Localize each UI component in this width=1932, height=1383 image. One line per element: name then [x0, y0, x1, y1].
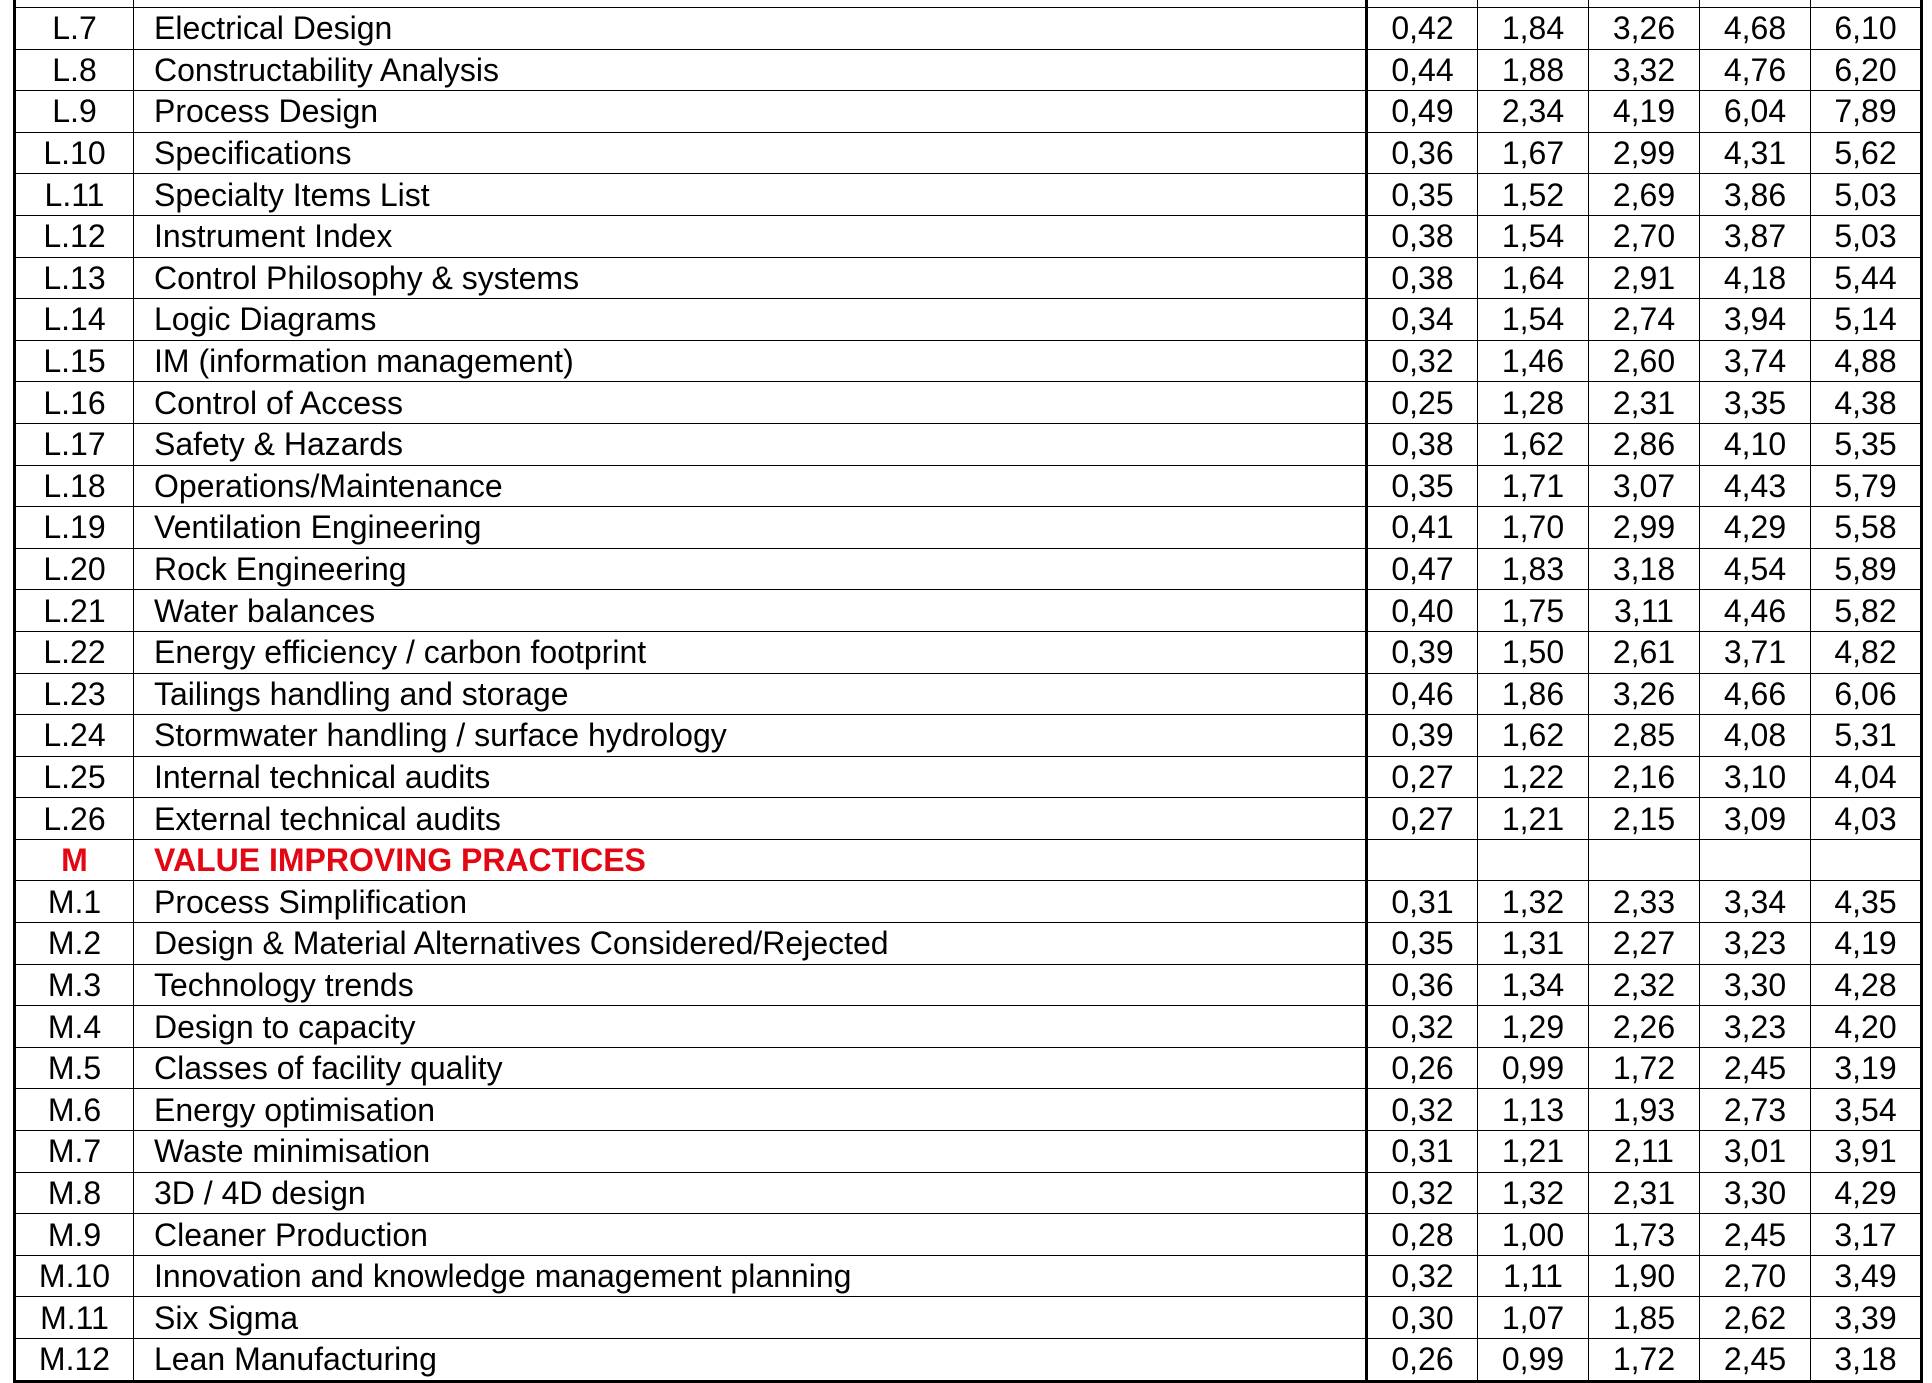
row-id-cell: L.24 — [15, 715, 134, 757]
value-cell-1: 0,40 — [1367, 590, 1478, 632]
table-row — [15, 299, 1922, 341]
row-id-cell: L.25 — [15, 756, 134, 798]
value-cell-2: 1,70 — [1478, 507, 1589, 549]
value-cell-4: 4,29 — [1700, 507, 1811, 549]
value-cell-3: 2,26 — [1589, 1006, 1700, 1048]
row-id-cell: M.2 — [15, 923, 134, 965]
row-id-cell: L.7 — [15, 8, 134, 50]
row-description-cell: Design & Material Alternatives Considered/Rejected — [134, 923, 1367, 965]
value-cell-4: 3,71 — [1700, 631, 1811, 673]
value-cell-2: 1,22 — [1478, 756, 1589, 798]
value-cell — [1478, 0, 1589, 8]
table-row — [15, 881, 1922, 923]
value-cell-1: 0,35 — [1367, 465, 1478, 507]
value-cell-4: 3,74 — [1700, 340, 1811, 382]
table-row — [15, 423, 1922, 465]
row-id-cell: M.7 — [15, 1131, 134, 1173]
value-cell-5: 4,35 — [1811, 881, 1922, 923]
value-cell-5: 5,03 — [1811, 215, 1922, 257]
row-description-cell: 3D / 4D design — [134, 1172, 1367, 1214]
row-id-cell: M.4 — [15, 1006, 134, 1048]
value-cell-3: 1,73 — [1589, 1214, 1700, 1256]
table-row — [15, 8, 1922, 50]
table-row — [15, 340, 1922, 382]
row-description-cell — [134, 0, 1367, 8]
value-cell-1: 0,38 — [1367, 215, 1478, 257]
value-cell-3: 2,85 — [1589, 715, 1700, 757]
row-id-cell: L.23 — [15, 673, 134, 715]
value-cell-3: 1,93 — [1589, 1089, 1700, 1131]
value-cell-3: 2,91 — [1589, 257, 1700, 299]
value-cell-1: 0,32 — [1367, 1089, 1478, 1131]
value-cell-1: 0,36 — [1367, 964, 1478, 1006]
row-id-cell: L.22 — [15, 631, 134, 673]
value-cell-3: 3,07 — [1589, 465, 1700, 507]
row-id-cell: L.16 — [15, 382, 134, 424]
row-description-cell: Control Philosophy & systems — [134, 257, 1367, 299]
value-cell-1: 0,31 — [1367, 881, 1478, 923]
value-cell-5: 3,49 — [1811, 1255, 1922, 1297]
value-cell-3: 3,11 — [1589, 590, 1700, 632]
value-cell-3: 2,32 — [1589, 964, 1700, 1006]
value-cell-2: 1,00 — [1478, 1214, 1589, 1256]
value-cell-5: 4,03 — [1811, 798, 1922, 840]
row-id-cell: L.10 — [15, 132, 134, 174]
value-cell-4: 3,09 — [1700, 798, 1811, 840]
value-cell-5: 5,82 — [1811, 590, 1922, 632]
value-cell-3: 2,31 — [1589, 1172, 1700, 1214]
row-id-cell: L.11 — [15, 174, 134, 216]
value-cell-5: 4,28 — [1811, 964, 1922, 1006]
value-cell-1: 0,42 — [1367, 8, 1478, 50]
value-cell-2: 1,67 — [1478, 132, 1589, 174]
table-row — [15, 798, 1922, 840]
value-cell-5: 4,82 — [1811, 631, 1922, 673]
value-cell-1: 0,38 — [1367, 423, 1478, 465]
value-cell-4: 4,46 — [1700, 590, 1811, 632]
value-cell-5: 5,62 — [1811, 132, 1922, 174]
value-cell-2: 1,50 — [1478, 631, 1589, 673]
row-description-cell: Tailings handling and storage — [134, 673, 1367, 715]
row-id-cell: M.3 — [15, 964, 134, 1006]
row-id-cell: L.21 — [15, 590, 134, 632]
value-cell-1: 0,27 — [1367, 798, 1478, 840]
value-cell-3: 2,11 — [1589, 1131, 1700, 1173]
row-description-cell: Control of Access — [134, 382, 1367, 424]
table-row — [15, 507, 1922, 549]
value-cell-2: 1,11 — [1478, 1255, 1589, 1297]
row-description-cell: Specifications — [134, 132, 1367, 174]
value-cell-2: 1,88 — [1478, 49, 1589, 91]
value-cell-3: 2,99 — [1589, 507, 1700, 549]
row-id-cell: L.26 — [15, 798, 134, 840]
row-id-cell: L.9 — [15, 91, 134, 133]
value-cell-4: 4,66 — [1700, 673, 1811, 715]
value-cell-2: 1,84 — [1478, 8, 1589, 50]
value-cell-1: 0,35 — [1367, 923, 1478, 965]
value-cell-3: 1,72 — [1589, 1047, 1700, 1089]
value-cell-3: 4,19 — [1589, 91, 1700, 133]
table-row — [15, 257, 1922, 299]
table-row — [15, 1006, 1922, 1048]
value-cell-3: 3,26 — [1589, 8, 1700, 50]
value-cell-4: 3,94 — [1700, 299, 1811, 341]
row-description-cell: Technology trends — [134, 964, 1367, 1006]
value-cell-1: 0,25 — [1367, 382, 1478, 424]
value-cell-4: 4,18 — [1700, 257, 1811, 299]
row-description-cell: Classes of facility quality — [134, 1047, 1367, 1089]
value-cell-2: 1,31 — [1478, 923, 1589, 965]
value-cell-2: 1,75 — [1478, 590, 1589, 632]
value-cell-4: 4,68 — [1700, 8, 1811, 50]
value-cell-2: 1,86 — [1478, 673, 1589, 715]
value-cell-2: 1,32 — [1478, 1172, 1589, 1214]
value-cell-4: 3,30 — [1700, 1172, 1811, 1214]
table-row — [15, 1131, 1922, 1173]
value-cell-5: 5,58 — [1811, 507, 1922, 549]
section-header-row — [15, 839, 1922, 881]
row-id-cell: M.6 — [15, 1089, 134, 1131]
value-cell-3: 1,85 — [1589, 1297, 1700, 1339]
value-cell-2: 1,32 — [1478, 881, 1589, 923]
value-cell-5: 5,44 — [1811, 257, 1922, 299]
table-row — [15, 590, 1922, 632]
value-cell-1: 0,32 — [1367, 1006, 1478, 1048]
value-cell-3: 2,61 — [1589, 631, 1700, 673]
value-cell-2: 1,64 — [1478, 257, 1589, 299]
row-id-cell: L.13 — [15, 257, 134, 299]
row-description-cell: External technical audits — [134, 798, 1367, 840]
row-description-cell: Waste minimisation — [134, 1131, 1367, 1173]
row-description-cell: Cleaner Production — [134, 1214, 1367, 1256]
row-id-cell: L.15 — [15, 340, 134, 382]
row-id-cell: M.11 — [15, 1297, 134, 1339]
row-description-cell: Water balances — [134, 590, 1367, 632]
value-cell — [1589, 0, 1700, 8]
table-row — [15, 132, 1922, 174]
value-cell-3: 2,16 — [1589, 756, 1700, 798]
value-cell-2: 1,21 — [1478, 1131, 1589, 1173]
table-row — [15, 631, 1922, 673]
value-cell-5: 4,88 — [1811, 340, 1922, 382]
value-cell-5: 6,10 — [1811, 8, 1922, 50]
value-cell-4: 4,31 — [1700, 132, 1811, 174]
value-cell-2: 1,83 — [1478, 548, 1589, 590]
table-row — [15, 382, 1922, 424]
value-cell-1: 0,31 — [1367, 1131, 1478, 1173]
value-cell-5: 6,20 — [1811, 49, 1922, 91]
value-cell-5: 5,35 — [1811, 423, 1922, 465]
row-id-cell: L.14 — [15, 299, 134, 341]
value-cell-3: 2,15 — [1589, 798, 1700, 840]
value-cell-4: 2,62 — [1700, 1297, 1811, 1339]
table-row — [15, 756, 1922, 798]
table-row — [15, 964, 1922, 1006]
value-cell-4: 6,04 — [1700, 91, 1811, 133]
table-row — [15, 215, 1922, 257]
table-row-clipped — [15, 0, 1922, 8]
value-cell-5: 5,14 — [1811, 299, 1922, 341]
row-id-cell: M.1 — [15, 881, 134, 923]
value-cell-2: 0,99 — [1478, 1047, 1589, 1089]
value-cell-1: 0,36 — [1367, 132, 1478, 174]
value-cell-3: 1,90 — [1589, 1255, 1700, 1297]
value-cell-2 — [1478, 839, 1589, 881]
value-cell-5: 5,79 — [1811, 465, 1922, 507]
value-cell-4: 2,45 — [1700, 1339, 1811, 1382]
data-table-sheet — [13, 0, 1920, 1383]
value-cell-5: 4,19 — [1811, 923, 1922, 965]
value-cell-4: 3,30 — [1700, 964, 1811, 1006]
row-id-cell: L.19 — [15, 507, 134, 549]
value-cell-4 — [1700, 839, 1811, 881]
data-table — [13, 0, 1923, 1383]
value-cell-3: 2,60 — [1589, 340, 1700, 382]
table-row — [15, 923, 1922, 965]
value-cell-5: 5,03 — [1811, 174, 1922, 216]
value-cell-2: 1,13 — [1478, 1089, 1589, 1131]
value-cell-4: 3,23 — [1700, 923, 1811, 965]
table-row — [15, 49, 1922, 91]
value-cell-2: 0,99 — [1478, 1339, 1589, 1382]
value-cell-5: 3,17 — [1811, 1214, 1922, 1256]
row-id-cell: M.5 — [15, 1047, 134, 1089]
value-cell-5: 3,18 — [1811, 1339, 1922, 1382]
row-description-cell: IM (information management) — [134, 340, 1367, 382]
table-row — [15, 673, 1922, 715]
row-description-cell: Instrument Index — [134, 215, 1367, 257]
row-description-cell: Internal technical audits — [134, 756, 1367, 798]
value-cell-3: 3,18 — [1589, 548, 1700, 590]
value-cell-2: 1,52 — [1478, 174, 1589, 216]
value-cell-1: 0,32 — [1367, 1255, 1478, 1297]
table-row — [15, 1214, 1922, 1256]
value-cell-4: 2,70 — [1700, 1255, 1811, 1297]
value-cell — [1700, 0, 1811, 8]
row-id-cell: M — [15, 839, 134, 881]
value-cell-5: 5,89 — [1811, 548, 1922, 590]
value-cell-3: 2,99 — [1589, 132, 1700, 174]
row-description-cell: Operations/Maintenance — [134, 465, 1367, 507]
value-cell-1: 0,39 — [1367, 631, 1478, 673]
value-cell-2: 1,29 — [1478, 1006, 1589, 1048]
value-cell-5: 7,89 — [1811, 91, 1922, 133]
value-cell-4: 2,45 — [1700, 1047, 1811, 1089]
row-description-cell: Specialty Items List — [134, 174, 1367, 216]
row-description-cell: Stormwater handling / surface hydrology — [134, 715, 1367, 757]
value-cell-1: 0,30 — [1367, 1297, 1478, 1339]
row-description-cell: Logic Diagrams — [134, 299, 1367, 341]
row-description-cell: Six Sigma — [134, 1297, 1367, 1339]
row-description-cell: Process Design — [134, 91, 1367, 133]
table-row — [15, 174, 1922, 216]
value-cell-3: 2,70 — [1589, 215, 1700, 257]
table-row — [15, 91, 1922, 133]
value-cell-4: 2,73 — [1700, 1089, 1811, 1131]
table-row — [15, 1172, 1922, 1214]
value-cell-5: 5,31 — [1811, 715, 1922, 757]
value-cell-1: 0,39 — [1367, 715, 1478, 757]
row-description-cell: Process Simplification — [134, 881, 1367, 923]
value-cell-1 — [1367, 839, 1478, 881]
value-cell-5: 3,91 — [1811, 1131, 1922, 1173]
value-cell-1: 0,34 — [1367, 299, 1478, 341]
value-cell-3: 2,69 — [1589, 174, 1700, 216]
table-row — [15, 1255, 1922, 1297]
value-cell-3: 2,33 — [1589, 881, 1700, 923]
table-row — [15, 715, 1922, 757]
value-cell-4: 4,08 — [1700, 715, 1811, 757]
row-description-cell: Rock Engineering — [134, 548, 1367, 590]
row-description-cell: Innovation and knowledge management planning — [134, 1255, 1367, 1297]
value-cell-1: 0,28 — [1367, 1214, 1478, 1256]
value-cell — [1367, 0, 1478, 8]
value-cell-4: 3,34 — [1700, 881, 1811, 923]
value-cell-5: 3,54 — [1811, 1089, 1922, 1131]
row-description-cell: Design to capacity — [134, 1006, 1367, 1048]
row-description-cell: Electrical Design — [134, 8, 1367, 50]
value-cell-2: 1,54 — [1478, 215, 1589, 257]
value-cell-3: 2,74 — [1589, 299, 1700, 341]
section-title-cell: VALUE IMPROVING PRACTICES — [134, 839, 1367, 881]
value-cell-2: 1,71 — [1478, 465, 1589, 507]
value-cell-5: 4,38 — [1811, 382, 1922, 424]
value-cell-1: 0,49 — [1367, 91, 1478, 133]
row-id-cell: L.20 — [15, 548, 134, 590]
row-id-cell: L.17 — [15, 423, 134, 465]
value-cell-5: 4,04 — [1811, 756, 1922, 798]
value-cell-2: 1,28 — [1478, 382, 1589, 424]
value-cell-3: 2,86 — [1589, 423, 1700, 465]
value-cell-1: 0,46 — [1367, 673, 1478, 715]
value-cell-3: 2,27 — [1589, 923, 1700, 965]
value-cell-2: 1,62 — [1478, 715, 1589, 757]
value-cell-3: 3,32 — [1589, 49, 1700, 91]
table-row — [15, 465, 1922, 507]
table-row — [15, 1339, 1922, 1382]
value-cell-4: 3,86 — [1700, 174, 1811, 216]
row-description-cell: Energy optimisation — [134, 1089, 1367, 1131]
value-cell-2: 2,34 — [1478, 91, 1589, 133]
value-cell-1: 0,32 — [1367, 1172, 1478, 1214]
value-cell-2: 1,62 — [1478, 423, 1589, 465]
value-cell — [1811, 0, 1922, 8]
value-cell-1: 0,32 — [1367, 340, 1478, 382]
value-cell-5: 6,06 — [1811, 673, 1922, 715]
value-cell-4: 3,10 — [1700, 756, 1811, 798]
value-cell-3: 2,31 — [1589, 382, 1700, 424]
value-cell-5: 4,29 — [1811, 1172, 1922, 1214]
row-description-cell: Lean Manufacturing — [134, 1339, 1367, 1382]
row-description-cell: Energy efficiency / carbon footprint — [134, 631, 1367, 673]
row-id-cell: L.8 — [15, 49, 134, 91]
value-cell-2: 1,21 — [1478, 798, 1589, 840]
value-cell-4: 4,43 — [1700, 465, 1811, 507]
value-cell-4: 3,01 — [1700, 1131, 1811, 1173]
table-row — [15, 1297, 1922, 1339]
value-cell-3: 3,26 — [1589, 673, 1700, 715]
row-id-cell: L.12 — [15, 215, 134, 257]
value-cell-1: 0,26 — [1367, 1339, 1478, 1382]
value-cell-5 — [1811, 839, 1922, 881]
table-row — [15, 548, 1922, 590]
value-cell-1: 0,35 — [1367, 174, 1478, 216]
row-id-cell: M.10 — [15, 1255, 134, 1297]
value-cell-2: 1,54 — [1478, 299, 1589, 341]
value-cell-1: 0,38 — [1367, 257, 1478, 299]
value-cell-4: 3,87 — [1700, 215, 1811, 257]
row-description-cell: Ventilation Engineering — [134, 507, 1367, 549]
value-cell-5: 3,39 — [1811, 1297, 1922, 1339]
value-cell-2: 1,46 — [1478, 340, 1589, 382]
value-cell-4: 2,45 — [1700, 1214, 1811, 1256]
value-cell-4: 3,35 — [1700, 382, 1811, 424]
value-cell-5: 4,20 — [1811, 1006, 1922, 1048]
table-row — [15, 1047, 1922, 1089]
table-row — [15, 1089, 1922, 1131]
row-id-cell: L.18 — [15, 465, 134, 507]
row-id-cell: M.9 — [15, 1214, 134, 1256]
value-cell-5: 3,19 — [1811, 1047, 1922, 1089]
value-cell-1: 0,26 — [1367, 1047, 1478, 1089]
value-cell-4: 4,54 — [1700, 548, 1811, 590]
value-cell-1: 0,44 — [1367, 49, 1478, 91]
table-body — [15, 0, 1922, 1381]
row-description-cell: Constructability Analysis — [134, 49, 1367, 91]
row-description-cell: Safety & Hazards — [134, 423, 1367, 465]
value-cell-3: 1,72 — [1589, 1339, 1700, 1382]
row-id-cell: M.12 — [15, 1339, 134, 1382]
value-cell-2: 1,34 — [1478, 964, 1589, 1006]
value-cell-2: 1,07 — [1478, 1297, 1589, 1339]
value-cell-3 — [1589, 839, 1700, 881]
value-cell-4: 4,76 — [1700, 49, 1811, 91]
value-cell-1: 0,41 — [1367, 507, 1478, 549]
row-id-cell: M.8 — [15, 1172, 134, 1214]
value-cell-4: 4,10 — [1700, 423, 1811, 465]
value-cell-1: 0,27 — [1367, 756, 1478, 798]
value-cell-1: 0,47 — [1367, 548, 1478, 590]
row-id-cell — [15, 0, 134, 8]
value-cell-4: 3,23 — [1700, 1006, 1811, 1048]
